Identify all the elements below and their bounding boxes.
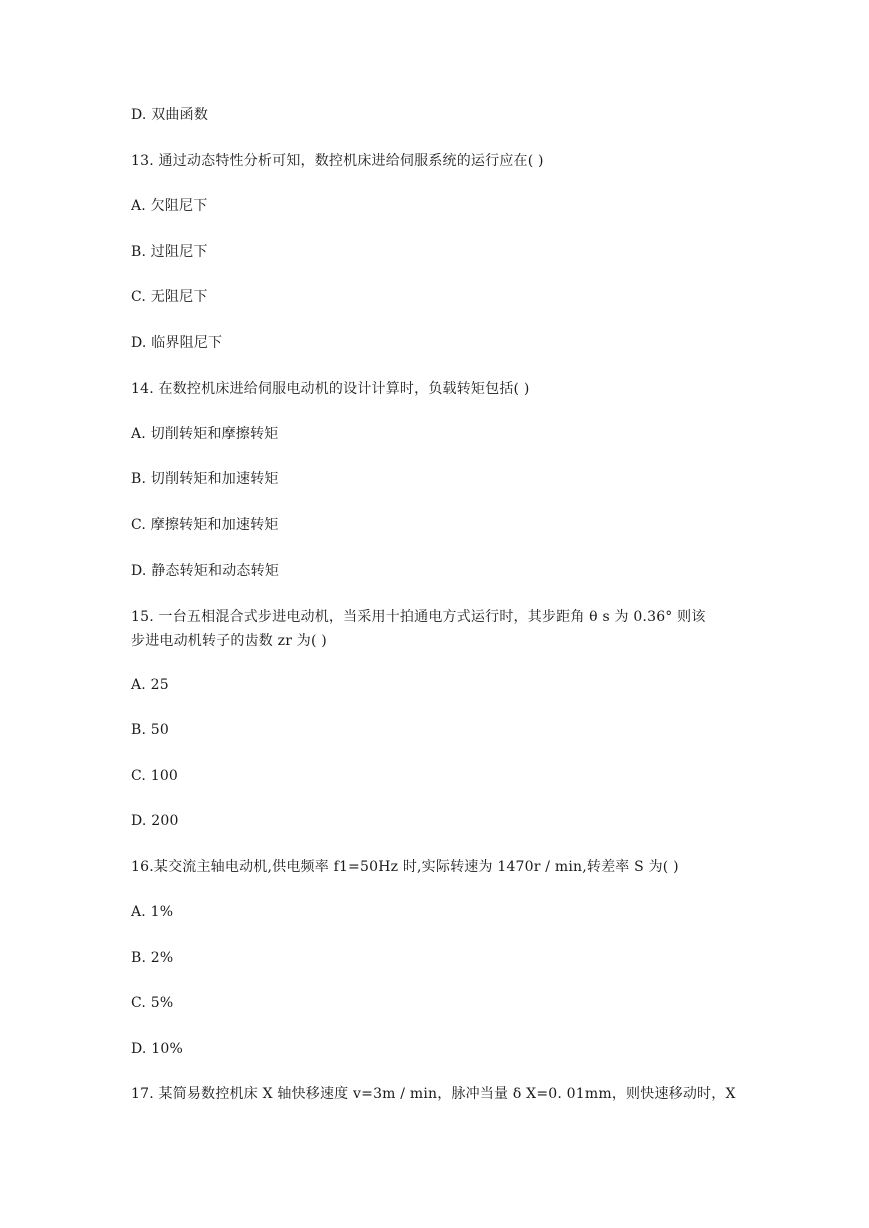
question-15-line-2: 步进电动机转子的齿数 zr 为( ): [131, 633, 327, 649]
option-14-c: C. 摩擦转矩和加速转矩: [131, 517, 279, 533]
option-16-a: A. 1%: [131, 904, 174, 920]
option-13-b: B. 过阻尼下: [131, 244, 208, 260]
question-13: 13. 通过动态特性分析可知，数控机床进给伺服系统的运行应在( ): [131, 153, 544, 169]
option-15-b: B. 50: [131, 722, 170, 738]
option-15-d: D. 200: [131, 813, 179, 829]
question-17: 17. 某简易数控机床 X 轴快移速度 v=3m / min，脉冲当量 δ X=0. 01mm，则快速移动时，X: [131, 1086, 736, 1102]
option-14-a: A. 切削转矩和摩擦转矩: [131, 426, 279, 442]
option-12-d: D. 双曲函数: [131, 107, 209, 123]
option-13-d: D. 临界阻尼下: [131, 335, 223, 351]
option-14-d: D. 静态转矩和动态转矩: [131, 563, 280, 579]
option-16-b: B. 2%: [131, 950, 174, 966]
option-13-a: A. 欠阻尼下: [131, 198, 208, 214]
question-16: 16.某交流主轴电动机,供电频率 f1=50Hz 时,实际转速为 1470r / min,转差率 S 为( ): [131, 859, 679, 875]
option-15-c: C. 100: [131, 768, 179, 784]
option-15-a: A. 25: [131, 677, 169, 693]
option-13-c: C. 无阻尼下: [131, 289, 208, 305]
option-16-d: D. 10%: [131, 1041, 183, 1057]
option-14-b: B. 切削转矩和加速转矩: [131, 471, 279, 487]
question-14: 14. 在数控机床进给伺服电动机的设计计算时，负载转矩包括( ): [131, 381, 530, 397]
option-16-c: C. 5%: [131, 995, 174, 1011]
question-15-line-1: 15. 一台五相混合式步进电动机，当采用十拍通电方式运行时，其步距角 θ s 为 0.36° 则该: [131, 609, 706, 625]
